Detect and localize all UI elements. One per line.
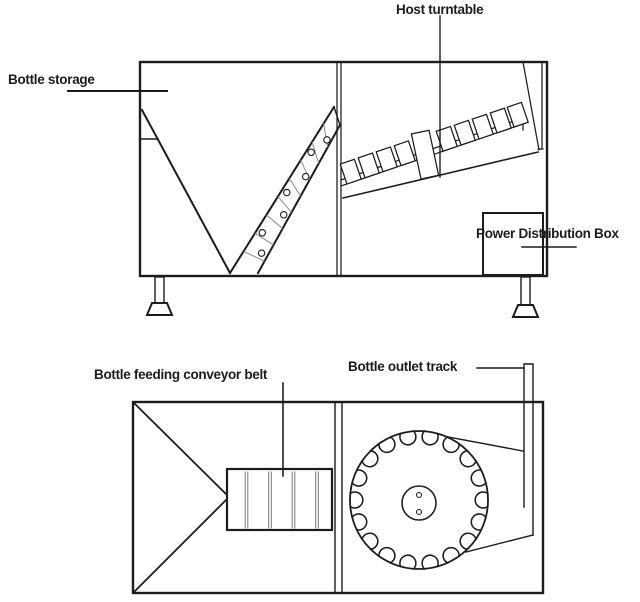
- machine-leg-right: [513, 277, 538, 317]
- hub-hole-top: [417, 493, 422, 498]
- conveyor-belt-body: [227, 469, 332, 530]
- front-view-diagram: [140, 16, 576, 317]
- center-partition: [337, 62, 341, 276]
- elevator-belt-inner-edge: [230, 107, 334, 273]
- label-power-distribution-box: Power Distribution Box: [476, 226, 619, 241]
- hopper-left-wall: [142, 110, 230, 273]
- bottle-storage-hopper: [141, 107, 340, 273]
- label-bottle-outlet-track: Bottle outlet track: [348, 359, 458, 374]
- inner-right-wall: [523, 62, 543, 150]
- machine-leg-left: [147, 277, 172, 315]
- label-host-turntable: Host turntable: [396, 2, 484, 17]
- turntable-center-slot: [411, 130, 438, 179]
- label-bottle-storage: Bottle storage: [8, 72, 95, 87]
- plan-view-diagram: [133, 364, 543, 593]
- outlet-track-rails: [524, 364, 533, 535]
- bottle-feeding-conveyor-belt: [227, 469, 332, 530]
- hub-hole-bottom: [417, 510, 422, 515]
- host-turntable-plan: [350, 431, 488, 569]
- feed-funnel: [134, 403, 229, 592]
- label-bottle-feeding-conveyor-belt: Bottle feeding conveyor belt: [94, 367, 268, 382]
- leg-post: [155, 277, 164, 303]
- elevator-belt-rollers: [258, 137, 330, 257]
- machine-body-outline-plan: [133, 402, 543, 593]
- turntable-bottle-pockets: [350, 431, 487, 569]
- turntable-rim: [350, 431, 488, 569]
- center-partition-plan: [335, 402, 342, 593]
- leg-foot: [147, 303, 172, 315]
- leg-foot: [513, 305, 538, 317]
- turntable-slot-rail: [340, 102, 538, 198]
- power-distribution-box: [483, 213, 543, 275]
- leg-post: [521, 277, 530, 305]
